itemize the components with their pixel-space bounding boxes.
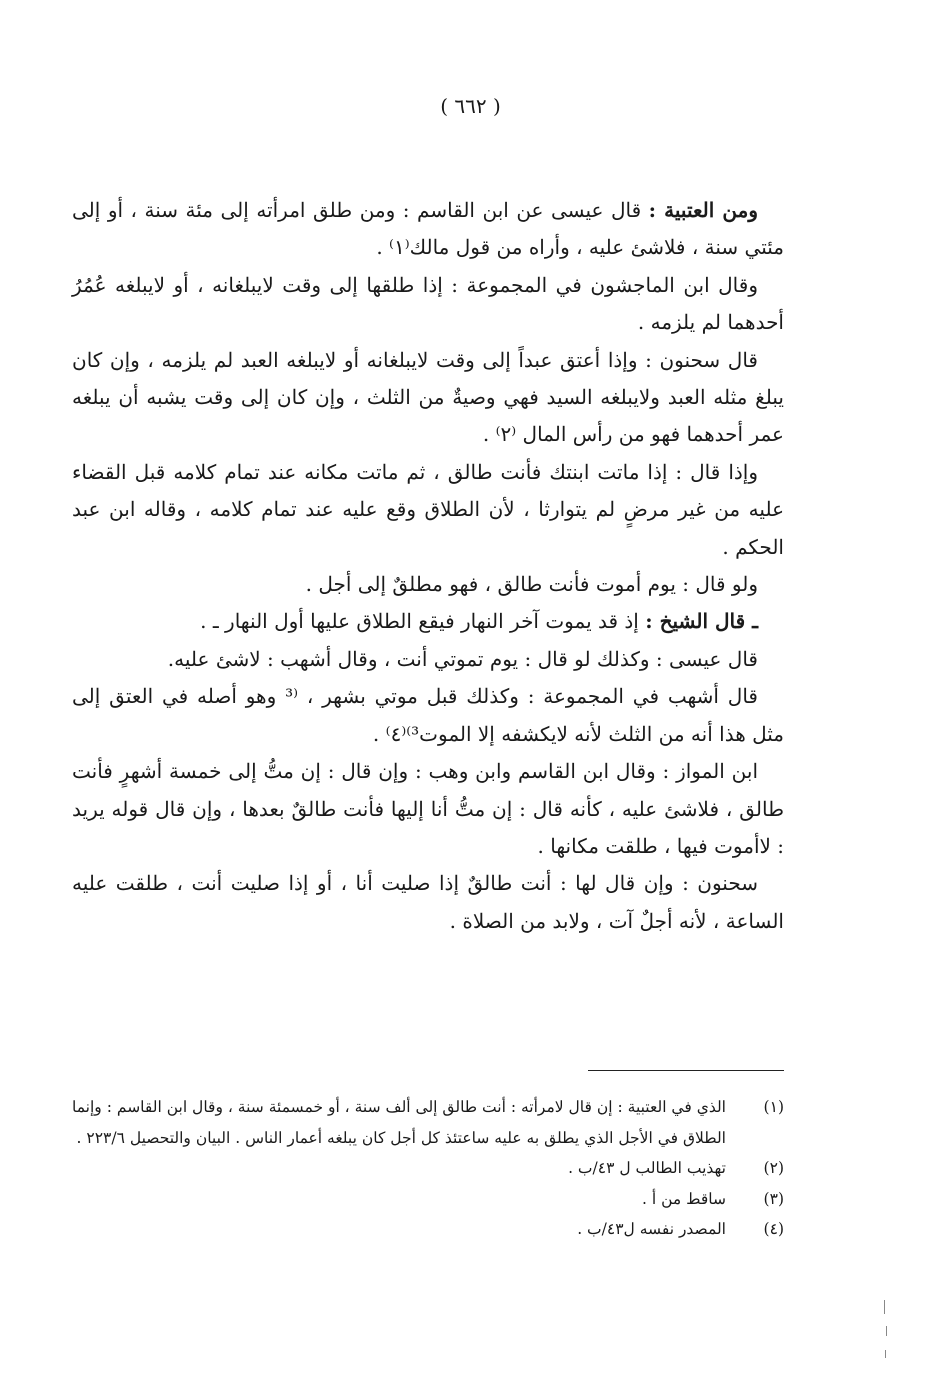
footnote: [72, 1184, 784, 1215]
paragraph-text: وقال ابن الماجشون في المجموعة : إذا طلقها إلى وقت لايبلغانه ، أو لايبلغه عُمُرُ أحدهما لم يلزمه .: [72, 272, 784, 335]
paragraph: [72, 566, 784, 603]
paragraph-text: قال أشهب في المجموعة : وكذلك قبل موتي بشهر ، ⁽³ وهو أصله في العتق إلى مثل هذا أنه من الثلث لأنه لايكشفه إلا الموت³⁾⁽٤⁾ .: [72, 684, 784, 746]
footnote-text: المصدر نفسه ل٤٣/ب .: [577, 1220, 726, 1238]
footnote-divider: [588, 1070, 784, 1071]
paragraph-lead: ـ قال الشيخ :: [645, 609, 758, 634]
scan-mark: [885, 1350, 886, 1358]
footnote-number: (٤): [763, 1220, 784, 1238]
paragraph-text: ولو قال : يوم أموت فأنت طالق ، فهو مطلقٌ إلى أجل .: [305, 572, 758, 597]
paragraph-text: ابن المواز : وقال ابن القاسم وابن وهب : وإن قال : إن متُّ إلى خمسة أشهرٍ فأنت طالق ، فلاشئ عليه ، كأنه قال : إن متُّ أنا إليها فأنت طالقٌ بعدها ، وإن قال قوله يريد : لاأموت فيها ، طلقت مكانها .: [72, 759, 784, 858]
page-number: ( ٦٦٢ ): [440, 94, 501, 118]
footnote-text: ساقط من أ .: [642, 1189, 726, 1208]
paragraph: [72, 865, 784, 940]
footnote: [72, 1214, 784, 1245]
paragraph: [72, 342, 784, 454]
footnote-number: (٢): [763, 1159, 784, 1177]
paragraph: [72, 753, 784, 865]
paragraph: [72, 454, 784, 566]
paragraph-lead: ومن العتبية :: [648, 198, 758, 222]
paragraph: [72, 603, 784, 640]
footnote-text: تهذيب الطالب ل ٤٣/ب .: [568, 1159, 726, 1177]
paragraph-text: إذ قد يموت آخر النهار فيقع الطلاق عليها أول النهار ـ .: [200, 609, 646, 634]
paragraph-text: قال عيسى عن ابن القاسم : ومن طلق امرأته إلى مئة سنة ، أو إلى مئتي سنة ، فلاشئ عليه ، وأراه من قول مالك⁽١⁾ .: [72, 198, 784, 260]
paragraph-text: قال سحنون : وإذا أعتق عبداً إلى وقت لايبلغانه أو لايبلغه العبد لم يلزمه ، وإن كان يبلغ مثله العبد ولايبلغه السيد فهي وصيةٌ من الثلث ، وإن كان إلى وقت يشبه أن يبلغه عمر أحدهما فهو من رأس المال ⁽٢⁾ .: [72, 347, 784, 447]
paragraph-text: وإذا قال : إذا ماتت ابنتك فأنت طالق ، ثم ماتت مكانه عند تمام كلامه قبل القضاء عليه من غير مرضٍ لم يتوارثا ، لأن الطلاق وقع عليه عند تمام كلامه ، وقاله ابن عبد الحكم .: [72, 459, 784, 559]
main-text: [72, 192, 784, 940]
footnote-number: (١): [763, 1098, 784, 1116]
paragraph-text: سحنون : وإن قال لها : أنت طالقٌ إذا صليت أنا ، أو إذا صليت أنت ، طلقت عليه الساعة ، لأنه أجلٌ آت ، ولابد من الصلاة .: [72, 871, 784, 933]
footnote: [72, 1092, 784, 1153]
paragraph-text: قال عيسى : وكذلك لو قال : يوم تموتي أنت ، وقال أشهب : لاشئ عليه.: [167, 646, 758, 671]
paragraph: [72, 267, 784, 342]
scan-mark: [884, 1300, 885, 1314]
paragraph: [72, 192, 784, 267]
paragraph: [72, 678, 784, 753]
footnote-text: الذي في العتبية : إن قال لامرأته : أنت طالق إلى ألف سنة ، أو خمسمئة سنة ، وقال ابن القاسم : وإنما الطلاق في الأجل الذي يطلق به عليه ساعتئذ كل أجل كان يبلغه أعمار الناس . البيان والتحصيل ٢٢٣/٦ .: [72, 1098, 726, 1147]
paragraph: [72, 641, 784, 678]
footnote: [72, 1153, 784, 1184]
footnotes: [72, 1092, 784, 1245]
scan-mark: [886, 1326, 887, 1336]
footnote-number: (٣): [763, 1189, 784, 1208]
